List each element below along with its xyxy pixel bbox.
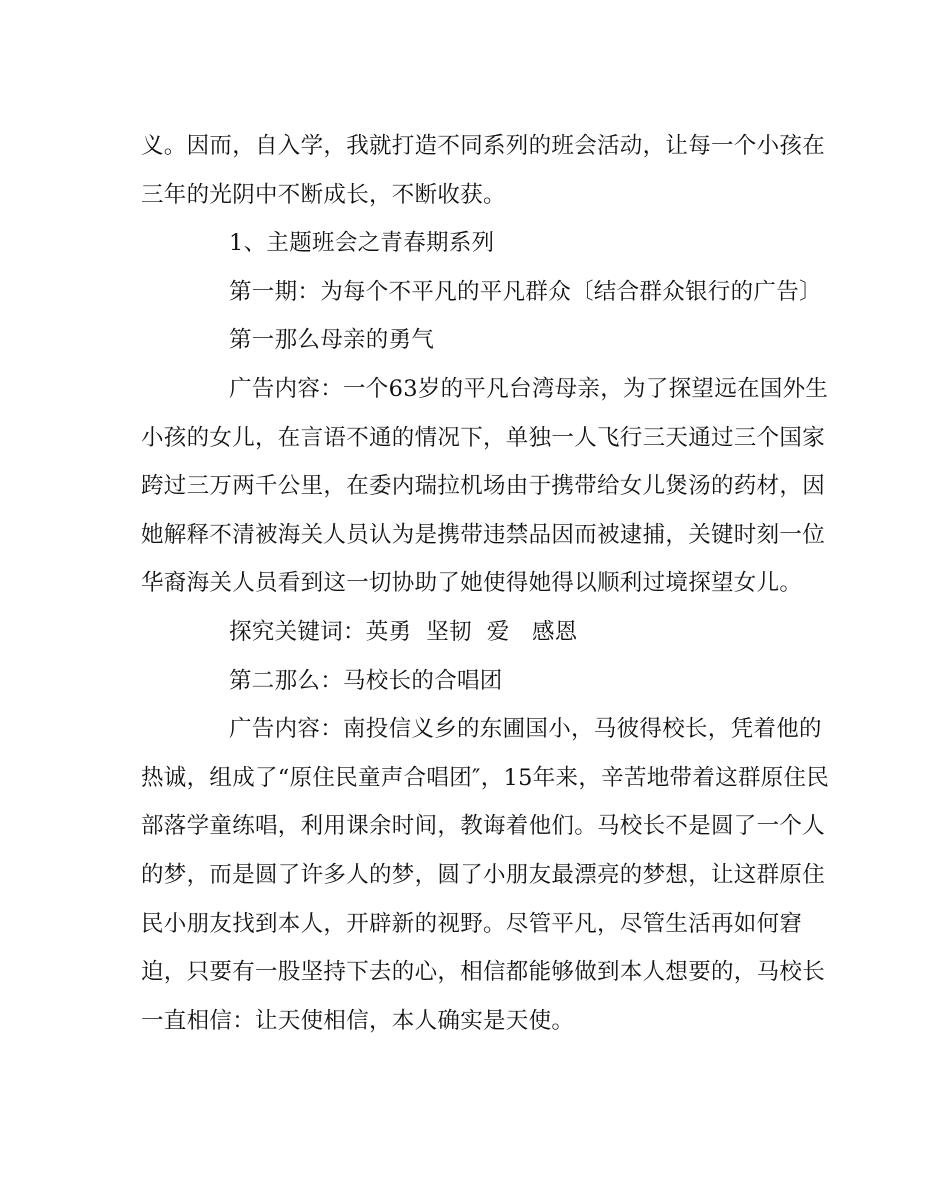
ad-title: 第二那么：马校长的合唱团 xyxy=(229,667,503,694)
text-line: 她解释不清被海关人员认为是携带违禁品因而被逮捕，关键时刻一位 xyxy=(141,521,826,548)
text-line: 的梦，而是圆了许多人的梦，圆了小朋友最漂亮的梦想，让这群原住 xyxy=(141,861,826,888)
text-line: 华裔海关人员看到这一切协助了她使得她得以顺利过境探望女儿。 xyxy=(141,570,803,597)
text-line: 义。因而，自入学，我就打造不同系列的班会活动，让每一个小孩在 xyxy=(141,133,826,159)
text-line: 广告内容：南投信义乡的东圃国小，马彼得校长，凭着他的 xyxy=(229,716,822,743)
text-line: 跨过三万两千公里，在委内瑞拉机场由于携带给女儿煲汤的药材，因 xyxy=(141,473,826,500)
text-line: 部落学童练唱，利用课余时间，教诲着他们。马校长不是圆了一个人 xyxy=(141,813,826,840)
keywords-line: 探究关键词：英勇 坚韧 爱 感恩 xyxy=(229,618,578,645)
text-line: 三年的光阴中不断成长，不断收获。 xyxy=(141,181,506,208)
text-line: 迫，只要有一股坚持下去的心，相信都能够做到本人想要的，马校长 xyxy=(141,959,826,986)
text-line: 广告内容：一个63岁的平凡台湾母亲，为了探望远在国外生 xyxy=(229,375,829,402)
text-line: 一直相信：让天使相信，本人确实是天使。 xyxy=(141,1007,575,1034)
text-line: 热诚，组成了“原住民童声合唱团″，15年来，辛苦地带着这群原住民 xyxy=(141,764,830,791)
section-heading: 1、主题班会之青春期系列 xyxy=(229,230,495,257)
text-line: 小孩的女儿，在言语不通的情况下，单独一人飞行三天通过三个国家 xyxy=(141,424,826,451)
issue-title: 第一期：为每个不平凡的平凡群众〔结合群众银行的广告〕 xyxy=(229,278,822,305)
ad-title: 第一那么母亲的勇气 xyxy=(229,327,435,354)
document-body xyxy=(141,122,830,1045)
text-line: 民小朋友找到本人，开辟新的视野。尽管平凡，尽管生活再如何窘 xyxy=(141,910,803,937)
